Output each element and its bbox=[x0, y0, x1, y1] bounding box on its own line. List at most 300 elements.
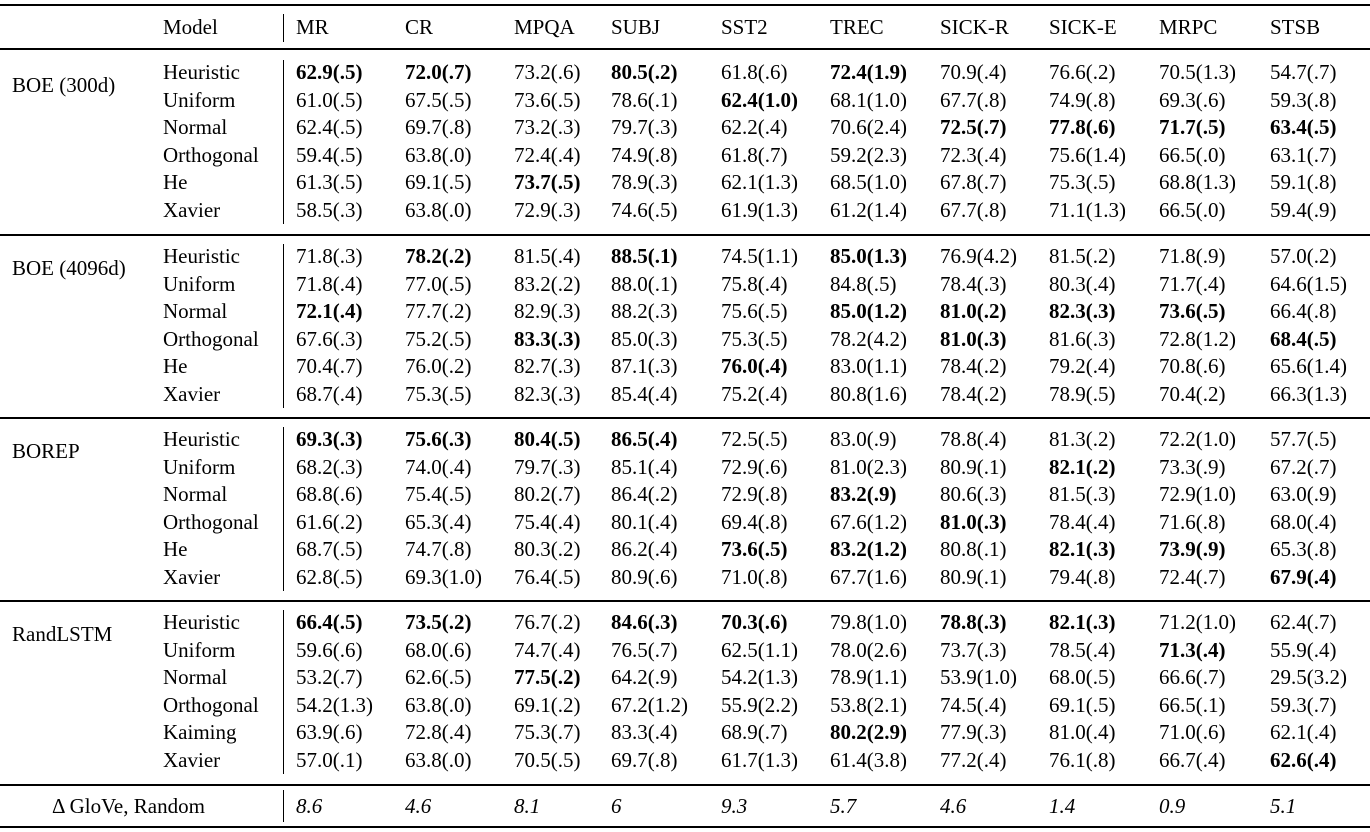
init-method: Kaiming bbox=[163, 720, 237, 745]
score-cell: 66.4(.5) bbox=[296, 610, 363, 634]
init-method: Uniform bbox=[163, 271, 236, 296]
score-cell: 69.1(.5) bbox=[405, 170, 472, 195]
score-cell: 76.0(.4) bbox=[721, 354, 788, 379]
score-cell: 62.4(.7) bbox=[1270, 610, 1337, 634]
score-cell: 72.9(.3) bbox=[514, 198, 581, 222]
score-cell: 82.1(.3) bbox=[1049, 610, 1116, 634]
score-cell: 62.6(.5) bbox=[405, 665, 472, 690]
init-method: Uniform bbox=[163, 454, 236, 479]
score-cell: 85.4(.4) bbox=[611, 382, 678, 406]
score-cell: 76.7(.2) bbox=[514, 610, 581, 634]
score-cell: 69.7(.8) bbox=[611, 748, 678, 772]
score-cell: 57.0(.1) bbox=[296, 748, 363, 772]
score-cell: 68.2(.3) bbox=[296, 454, 363, 479]
group-name: BOE (300d) bbox=[12, 73, 116, 97]
score-cell: 81.0(.4) bbox=[1049, 720, 1116, 745]
score-cell: 53.2(.7) bbox=[296, 665, 363, 690]
score-cell: 74.0(.4) bbox=[405, 454, 472, 479]
score-cell: 78.4(.4) bbox=[1049, 509, 1116, 534]
score-cell: 59.1(.8) bbox=[1270, 170, 1337, 195]
score-cell: 80.4(.5) bbox=[514, 427, 581, 451]
score-cell: 80.9(.1) bbox=[940, 565, 1007, 589]
score-cell: 80.1(.4) bbox=[611, 509, 678, 534]
score-cell: 68.7(.4) bbox=[296, 382, 363, 406]
score-cell: 65.3(.8) bbox=[1270, 537, 1337, 562]
score-cell: 84.6(.3) bbox=[611, 610, 678, 634]
score-cell: 61.0(.5) bbox=[296, 87, 363, 112]
init-method: Heuristic bbox=[163, 60, 240, 84]
score-cell: 78.9(.3) bbox=[611, 170, 678, 195]
init-method: Heuristic bbox=[163, 244, 240, 268]
score-cell: 81.3(.2) bbox=[1049, 427, 1116, 451]
score-cell: 70.6(2.4) bbox=[830, 115, 907, 140]
score-cell: 62.2(.4) bbox=[721, 115, 788, 140]
score-cell: 80.3(.2) bbox=[514, 537, 581, 562]
score-cell: 75.4(.4) bbox=[514, 509, 581, 534]
init-method: Normal bbox=[163, 115, 228, 140]
header-sst2: SST2 bbox=[721, 15, 768, 39]
score-cell: 53.9(1.0) bbox=[940, 665, 1017, 690]
header-trec: TREC bbox=[830, 15, 884, 39]
score-cell: 74.5(.4) bbox=[940, 692, 1007, 717]
score-cell: 78.9(1.1) bbox=[830, 665, 907, 690]
delta-value: 6 bbox=[611, 794, 622, 818]
delta-value: 9.3 bbox=[721, 794, 748, 818]
delta-value: 1.4 bbox=[1049, 794, 1076, 818]
score-cell: 82.1(.2) bbox=[1049, 454, 1116, 479]
score-cell: 67.6(1.2) bbox=[830, 509, 907, 534]
table-rule bbox=[0, 600, 1370, 602]
score-cell: 75.3(.5) bbox=[1049, 170, 1116, 195]
score-cell: 69.7(.8) bbox=[405, 115, 472, 140]
init-method: Heuristic bbox=[163, 610, 240, 634]
score-cell: 83.0(1.1) bbox=[830, 354, 907, 379]
score-cell: 71.8(.4) bbox=[296, 271, 363, 296]
score-cell: 75.6(1.4) bbox=[1049, 142, 1126, 167]
score-cell: 67.2(.7) bbox=[1270, 454, 1337, 479]
score-cell: 81.5(.3) bbox=[1049, 482, 1116, 507]
column-divider bbox=[283, 14, 284, 42]
score-cell: 81.0(.2) bbox=[940, 299, 1007, 324]
score-cell: 70.5(.5) bbox=[514, 748, 581, 772]
score-cell: 74.7(.8) bbox=[405, 537, 472, 562]
score-cell: 53.8(2.1) bbox=[830, 692, 907, 717]
init-method: Xavier bbox=[163, 565, 221, 589]
init-method: Xavier bbox=[163, 382, 221, 406]
score-cell: 62.5(1.1) bbox=[721, 637, 798, 662]
init-method: Normal bbox=[163, 482, 228, 507]
score-cell: 66.5(.0) bbox=[1159, 142, 1226, 167]
score-cell: 71.3(.4) bbox=[1159, 637, 1226, 662]
score-cell: 79.7(.3) bbox=[611, 115, 678, 140]
score-cell: 61.7(1.3) bbox=[721, 748, 798, 772]
score-cell: 77.7(.2) bbox=[405, 299, 472, 324]
score-cell: 80.6(.3) bbox=[940, 482, 1007, 507]
score-cell: 81.0(.3) bbox=[940, 509, 1007, 534]
score-cell: 63.8(.0) bbox=[405, 198, 472, 222]
score-cell: 67.9(.4) bbox=[1270, 565, 1337, 589]
score-cell: 71.0(.8) bbox=[721, 565, 788, 589]
header-sick-e: SICK-E bbox=[1049, 15, 1117, 39]
header-stsb: STSB bbox=[1270, 15, 1321, 39]
score-cell: 57.7(.5) bbox=[1270, 427, 1337, 451]
score-cell: 67.6(.3) bbox=[296, 326, 363, 351]
score-cell: 66.5(.1) bbox=[1159, 692, 1226, 717]
score-cell: 73.6(.5) bbox=[1159, 299, 1226, 324]
score-cell: 65.6(1.4) bbox=[1270, 354, 1347, 379]
score-cell: 81.5(.2) bbox=[1049, 244, 1116, 268]
score-cell: 29.5(3.2) bbox=[1270, 665, 1347, 690]
init-method: Heuristic bbox=[163, 427, 240, 451]
score-cell: 72.9(1.0) bbox=[1159, 482, 1236, 507]
score-cell: 63.9(.6) bbox=[296, 720, 363, 745]
score-cell: 82.9(.3) bbox=[514, 299, 581, 324]
score-cell: 81.0(2.3) bbox=[830, 454, 907, 479]
score-cell: 61.3(.5) bbox=[296, 170, 363, 195]
score-cell: 76.5(.7) bbox=[611, 637, 678, 662]
table-rule bbox=[0, 48, 1370, 50]
init-method: Orthogonal bbox=[163, 692, 259, 717]
score-cell: 62.4(.5) bbox=[296, 115, 363, 140]
score-cell: 80.3(.4) bbox=[1049, 271, 1116, 296]
init-method: He bbox=[163, 170, 188, 195]
score-cell: 71.2(1.0) bbox=[1159, 610, 1236, 634]
score-cell: 73.5(.2) bbox=[405, 610, 472, 634]
score-cell: 85.1(.4) bbox=[611, 454, 678, 479]
score-cell: 62.8(.5) bbox=[296, 565, 363, 589]
score-cell: 62.1(1.3) bbox=[721, 170, 798, 195]
init-method: Xavier bbox=[163, 198, 221, 222]
score-cell: 69.4(.8) bbox=[721, 509, 788, 534]
score-cell: 79.2(.4) bbox=[1049, 354, 1116, 379]
score-cell: 59.4(.9) bbox=[1270, 198, 1337, 222]
score-cell: 79.8(1.0) bbox=[830, 610, 907, 634]
score-cell: 73.6(.5) bbox=[514, 87, 581, 112]
delta-value: 4.6 bbox=[940, 794, 967, 818]
score-cell: 80.5(.2) bbox=[611, 60, 678, 84]
score-cell: 54.7(.7) bbox=[1270, 60, 1337, 84]
score-cell: 63.8(.0) bbox=[405, 692, 472, 717]
score-cell: 82.7(.3) bbox=[514, 354, 581, 379]
score-cell: 68.0(.6) bbox=[405, 637, 472, 662]
score-cell: 86.4(.2) bbox=[611, 482, 678, 507]
score-cell: 69.3(.6) bbox=[1159, 87, 1226, 112]
score-cell: 72.1(.4) bbox=[296, 299, 363, 324]
score-cell: 59.4(.5) bbox=[296, 142, 363, 167]
score-cell: 66.7(.4) bbox=[1159, 748, 1226, 772]
score-cell: 83.0(.9) bbox=[830, 427, 897, 451]
score-cell: 74.6(.5) bbox=[611, 198, 678, 222]
column-divider bbox=[283, 790, 284, 822]
score-cell: 71.7(.4) bbox=[1159, 271, 1226, 296]
score-cell: 61.8(.6) bbox=[721, 60, 788, 84]
score-cell: 86.5(.4) bbox=[611, 427, 678, 451]
table-rule bbox=[0, 4, 1370, 6]
score-cell: 82.3(.3) bbox=[1049, 299, 1116, 324]
score-cell: 71.7(.5) bbox=[1159, 115, 1226, 140]
score-cell: 68.0(.4) bbox=[1270, 509, 1337, 534]
init-method: He bbox=[163, 354, 188, 379]
column-divider bbox=[283, 427, 284, 591]
score-cell: 75.4(.5) bbox=[405, 482, 472, 507]
score-cell: 68.0(.5) bbox=[1049, 665, 1116, 690]
score-cell: 70.9(.4) bbox=[940, 60, 1007, 84]
header-sick-r: SICK-R bbox=[940, 15, 1009, 39]
score-cell: 67.2(1.2) bbox=[611, 692, 688, 717]
group-name: BOREP bbox=[12, 439, 80, 463]
delta-label: Δ GloVe, Random bbox=[52, 794, 205, 818]
score-cell: 80.8(1.6) bbox=[830, 382, 907, 406]
score-cell: 64.2(.9) bbox=[611, 665, 678, 690]
score-cell: 73.7(.5) bbox=[514, 170, 581, 195]
score-cell: 74.9(.8) bbox=[611, 142, 678, 167]
score-cell: 87.1(.3) bbox=[611, 354, 678, 379]
score-cell: 74.7(.4) bbox=[514, 637, 581, 662]
init-method: He bbox=[163, 537, 188, 562]
score-cell: 72.3(.4) bbox=[940, 142, 1007, 167]
score-cell: 74.5(1.1) bbox=[721, 244, 798, 268]
score-cell: 75.3(.5) bbox=[721, 326, 788, 351]
score-cell: 72.8(.4) bbox=[405, 720, 472, 745]
score-cell: 88.0(.1) bbox=[611, 271, 678, 296]
score-cell: 71.6(.8) bbox=[1159, 509, 1226, 534]
delta-value: 8.1 bbox=[514, 794, 541, 818]
score-cell: 79.7(.3) bbox=[514, 454, 581, 479]
score-cell: 58.5(.3) bbox=[296, 198, 363, 222]
score-cell: 81.5(.4) bbox=[514, 244, 581, 268]
score-cell: 75.8(.4) bbox=[721, 271, 788, 296]
score-cell: 76.0(.2) bbox=[405, 354, 472, 379]
header-mpqa: MPQA bbox=[514, 15, 575, 39]
score-cell: 63.8(.0) bbox=[405, 142, 472, 167]
score-cell: 78.8(.3) bbox=[940, 610, 1007, 634]
score-cell: 78.2(.2) bbox=[405, 244, 472, 268]
score-cell: 75.2(.5) bbox=[405, 326, 472, 351]
score-cell: 78.0(2.6) bbox=[830, 637, 907, 662]
score-cell: 57.0(.2) bbox=[1270, 244, 1337, 268]
score-cell: 80.2(.7) bbox=[514, 482, 581, 507]
score-cell: 72.2(1.0) bbox=[1159, 427, 1236, 451]
score-cell: 71.8(.3) bbox=[296, 244, 363, 268]
score-cell: 88.2(.3) bbox=[611, 299, 678, 324]
score-cell: 83.2(.2) bbox=[514, 271, 581, 296]
score-cell: 72.4(.4) bbox=[514, 142, 581, 167]
score-cell: 67.7(1.6) bbox=[830, 565, 907, 589]
score-cell: 69.3(.3) bbox=[296, 427, 363, 451]
score-cell: 67.7(.8) bbox=[940, 87, 1007, 112]
score-cell: 67.5(.5) bbox=[405, 87, 472, 112]
score-cell: 80.9(.1) bbox=[940, 454, 1007, 479]
init-method: Uniform bbox=[163, 87, 236, 112]
score-cell: 73.2(.6) bbox=[514, 60, 581, 84]
score-cell: 61.6(.2) bbox=[296, 509, 363, 534]
score-cell: 54.2(1.3) bbox=[721, 665, 798, 690]
score-cell: 79.4(.8) bbox=[1049, 565, 1116, 589]
score-cell: 54.2(1.3) bbox=[296, 692, 373, 717]
score-cell: 64.6(1.5) bbox=[1270, 271, 1347, 296]
score-cell: 82.1(.3) bbox=[1049, 537, 1116, 562]
score-cell: 67.7(.8) bbox=[940, 198, 1007, 222]
score-cell: 59.3(.8) bbox=[1270, 87, 1337, 112]
score-cell: 71.0(.6) bbox=[1159, 720, 1226, 745]
score-cell: 80.8(.1) bbox=[940, 537, 1007, 562]
score-cell: 61.8(.7) bbox=[721, 142, 788, 167]
column-divider bbox=[283, 60, 284, 224]
score-cell: 78.8(.4) bbox=[940, 427, 1007, 451]
score-cell: 62.4(1.0) bbox=[721, 87, 798, 112]
score-cell: 61.4(3.8) bbox=[830, 748, 907, 772]
init-method: Uniform bbox=[163, 637, 236, 662]
score-cell: 74.9(.8) bbox=[1049, 87, 1116, 112]
table-rule bbox=[0, 234, 1370, 236]
score-cell: 66.3(1.3) bbox=[1270, 382, 1347, 406]
score-cell: 59.2(2.3) bbox=[830, 142, 907, 167]
score-cell: 70.4(.2) bbox=[1159, 382, 1226, 406]
score-cell: 55.9(.4) bbox=[1270, 637, 1337, 662]
init-method: Orthogonal bbox=[163, 509, 259, 534]
score-cell: 68.8(.6) bbox=[296, 482, 363, 507]
column-divider bbox=[283, 610, 284, 774]
score-cell: 75.6(.5) bbox=[721, 299, 788, 324]
score-cell: 78.2(4.2) bbox=[830, 326, 907, 351]
score-cell: 72.5(.7) bbox=[940, 115, 1007, 140]
score-cell: 63.0(.9) bbox=[1270, 482, 1337, 507]
score-cell: 81.6(.3) bbox=[1049, 326, 1116, 351]
score-cell: 73.2(.3) bbox=[514, 115, 581, 140]
score-cell: 62.1(.4) bbox=[1270, 720, 1337, 745]
score-cell: 78.4(.3) bbox=[940, 271, 1007, 296]
header-model: Model bbox=[163, 15, 218, 39]
score-cell: 78.4(.2) bbox=[940, 382, 1007, 406]
score-cell: 69.1(.2) bbox=[514, 692, 581, 717]
score-cell: 84.8(.5) bbox=[830, 271, 897, 296]
score-cell: 59.3(.7) bbox=[1270, 692, 1337, 717]
table-rule bbox=[0, 417, 1370, 419]
score-cell: 82.3(.3) bbox=[514, 382, 581, 406]
score-cell: 73.3(.9) bbox=[1159, 454, 1226, 479]
score-cell: 68.8(1.3) bbox=[1159, 170, 1236, 195]
score-cell: 72.4(1.9) bbox=[830, 60, 907, 84]
init-method: Orthogonal bbox=[163, 142, 259, 167]
column-divider bbox=[283, 244, 284, 408]
init-method: Normal bbox=[163, 665, 228, 690]
score-cell: 80.9(.6) bbox=[611, 565, 678, 589]
score-cell: 63.8(.0) bbox=[405, 748, 472, 772]
score-cell: 69.3(1.0) bbox=[405, 565, 482, 589]
score-cell: 83.2(1.2) bbox=[830, 537, 907, 562]
score-cell: 69.1(.5) bbox=[1049, 692, 1116, 717]
score-cell: 85.0(.3) bbox=[611, 326, 678, 351]
score-cell: 70.5(1.3) bbox=[1159, 60, 1236, 84]
score-cell: 73.7(.3) bbox=[940, 637, 1007, 662]
score-cell: 71.8(.9) bbox=[1159, 244, 1226, 268]
score-cell: 63.4(.5) bbox=[1270, 115, 1337, 140]
score-cell: 70.8(.6) bbox=[1159, 354, 1226, 379]
score-cell: 83.3(.4) bbox=[611, 720, 678, 745]
score-cell: 68.1(1.0) bbox=[830, 87, 907, 112]
score-cell: 73.6(.5) bbox=[721, 537, 788, 562]
score-cell: 55.9(2.2) bbox=[721, 692, 798, 717]
score-cell: 63.1(.7) bbox=[1270, 142, 1337, 167]
score-cell: 68.5(1.0) bbox=[830, 170, 907, 195]
header-subj: SUBJ bbox=[611, 15, 661, 39]
score-cell: 85.0(1.3) bbox=[830, 244, 907, 268]
score-cell: 88.5(.1) bbox=[611, 244, 678, 268]
score-cell: 72.4(.7) bbox=[1159, 565, 1226, 589]
score-cell: 76.4(.5) bbox=[514, 565, 581, 589]
delta-value: 5.1 bbox=[1270, 794, 1297, 818]
score-cell: 76.9(4.2) bbox=[940, 244, 1017, 268]
score-cell: 70.3(.6) bbox=[721, 610, 788, 634]
delta-value: 0.9 bbox=[1159, 794, 1186, 818]
score-cell: 80.2(2.9) bbox=[830, 720, 907, 745]
score-cell: 85.0(1.2) bbox=[830, 299, 907, 324]
score-cell: 75.3(.5) bbox=[405, 382, 472, 406]
score-cell: 75.2(.4) bbox=[721, 382, 788, 406]
score-cell: 68.4(.5) bbox=[1270, 326, 1337, 351]
score-cell: 66.5(.0) bbox=[1159, 198, 1226, 222]
init-method: Orthogonal bbox=[163, 326, 259, 351]
group-name: BOE (4096d) bbox=[12, 256, 126, 280]
score-cell: 76.1(.8) bbox=[1049, 748, 1116, 772]
score-cell: 78.6(.1) bbox=[611, 87, 678, 112]
table-rule bbox=[0, 826, 1370, 828]
score-cell: 77.2(.4) bbox=[940, 748, 1007, 772]
score-cell: 77.5(.2) bbox=[514, 665, 581, 690]
score-cell: 66.6(.7) bbox=[1159, 665, 1226, 690]
score-cell: 75.3(.7) bbox=[514, 720, 581, 745]
score-cell: 76.6(.2) bbox=[1049, 60, 1116, 84]
init-method: Normal bbox=[163, 299, 228, 324]
score-cell: 66.4(.8) bbox=[1270, 299, 1337, 324]
init-method: Xavier bbox=[163, 748, 221, 772]
score-cell: 59.6(.6) bbox=[296, 637, 363, 662]
score-cell: 77.9(.3) bbox=[940, 720, 1007, 745]
score-cell: 68.7(.5) bbox=[296, 537, 363, 562]
delta-value: 5.7 bbox=[830, 794, 857, 818]
score-cell: 67.8(.7) bbox=[940, 170, 1007, 195]
score-cell: 75.6(.3) bbox=[405, 427, 472, 451]
score-cell: 77.8(.6) bbox=[1049, 115, 1116, 140]
score-cell: 72.5(.5) bbox=[721, 427, 788, 451]
score-cell: 78.4(.2) bbox=[940, 354, 1007, 379]
score-cell: 72.8(1.2) bbox=[1159, 326, 1236, 351]
score-cell: 62.6(.4) bbox=[1270, 748, 1337, 772]
score-cell: 86.2(.4) bbox=[611, 537, 678, 562]
score-cell: 68.9(.7) bbox=[721, 720, 788, 745]
score-cell: 78.5(.4) bbox=[1049, 637, 1116, 662]
group-name: RandLSTM bbox=[12, 622, 113, 646]
score-cell: 81.0(.3) bbox=[940, 326, 1007, 351]
score-cell: 72.9(.6) bbox=[721, 454, 788, 479]
score-cell: 77.0(.5) bbox=[405, 271, 472, 296]
score-cell: 61.9(1.3) bbox=[721, 198, 798, 222]
header-cr: CR bbox=[405, 15, 434, 39]
score-cell: 71.1(1.3) bbox=[1049, 198, 1126, 222]
header-mr: MR bbox=[296, 15, 329, 39]
score-cell: 70.4(.7) bbox=[296, 354, 363, 379]
score-cell: 83.2(.9) bbox=[830, 482, 897, 507]
delta-value: 8.6 bbox=[296, 794, 323, 818]
score-cell: 83.3(.3) bbox=[514, 326, 581, 351]
score-cell: 72.9(.8) bbox=[721, 482, 788, 507]
score-cell: 78.9(.5) bbox=[1049, 382, 1116, 406]
score-cell: 65.3(.4) bbox=[405, 509, 472, 534]
score-cell: 62.9(.5) bbox=[296, 60, 363, 84]
table-rule bbox=[0, 784, 1370, 786]
score-cell: 61.2(1.4) bbox=[830, 198, 907, 222]
delta-value: 4.6 bbox=[405, 794, 432, 818]
